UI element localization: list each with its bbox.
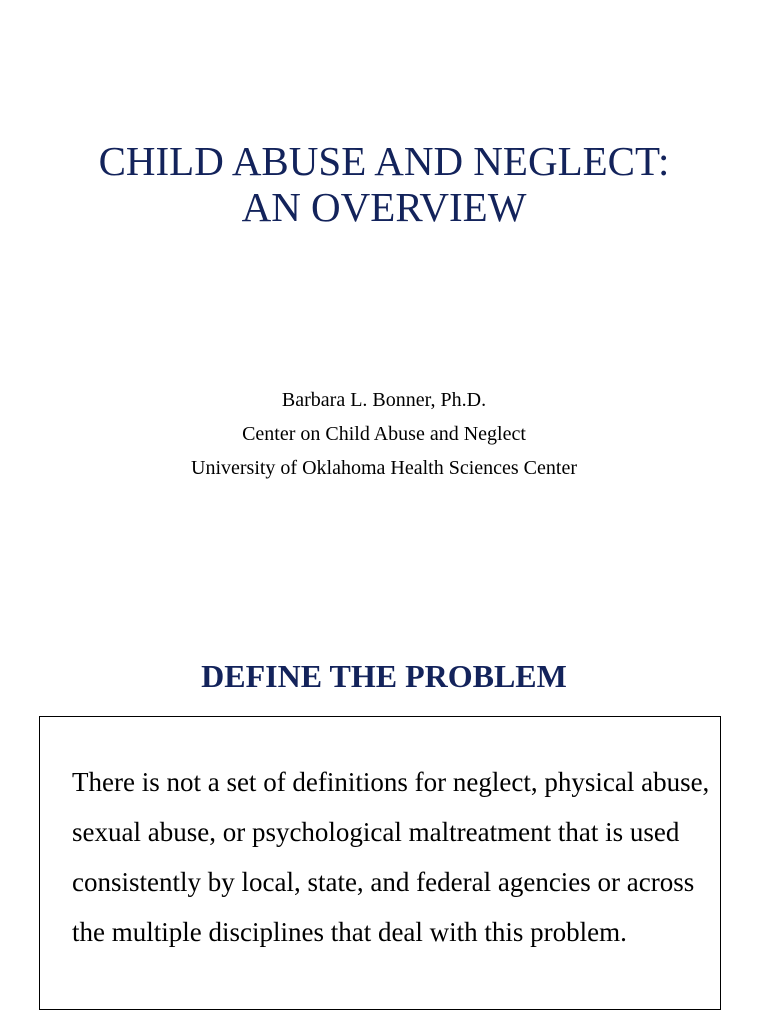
author-name: Barbara L. Bonner, Ph.D.: [281, 389, 487, 411]
definition-box: [39, 716, 721, 1010]
title-line-1: CHILD ABUSE AND NEGLECT:: [98, 138, 670, 184]
section-heading: DEFINE THE PROBLEM: [201, 658, 567, 694]
affiliation-center: Center on Child Abuse and Neglect: [242, 423, 526, 445]
affiliation-university: University of Oklahoma Health Sciences Center: [191, 457, 577, 479]
author-block: [0, 383, 768, 485]
definition-text: There is not a set of definitions for neglect, physical abuse, sexual abuse, or psychological maltreatment that is used consistently by local, state, and federal agencies or across the multiple disciplines that deal with this problem.: [72, 767, 710, 947]
slide-title: [0, 138, 768, 230]
title-line-2: AN OVERVIEW: [241, 184, 527, 230]
